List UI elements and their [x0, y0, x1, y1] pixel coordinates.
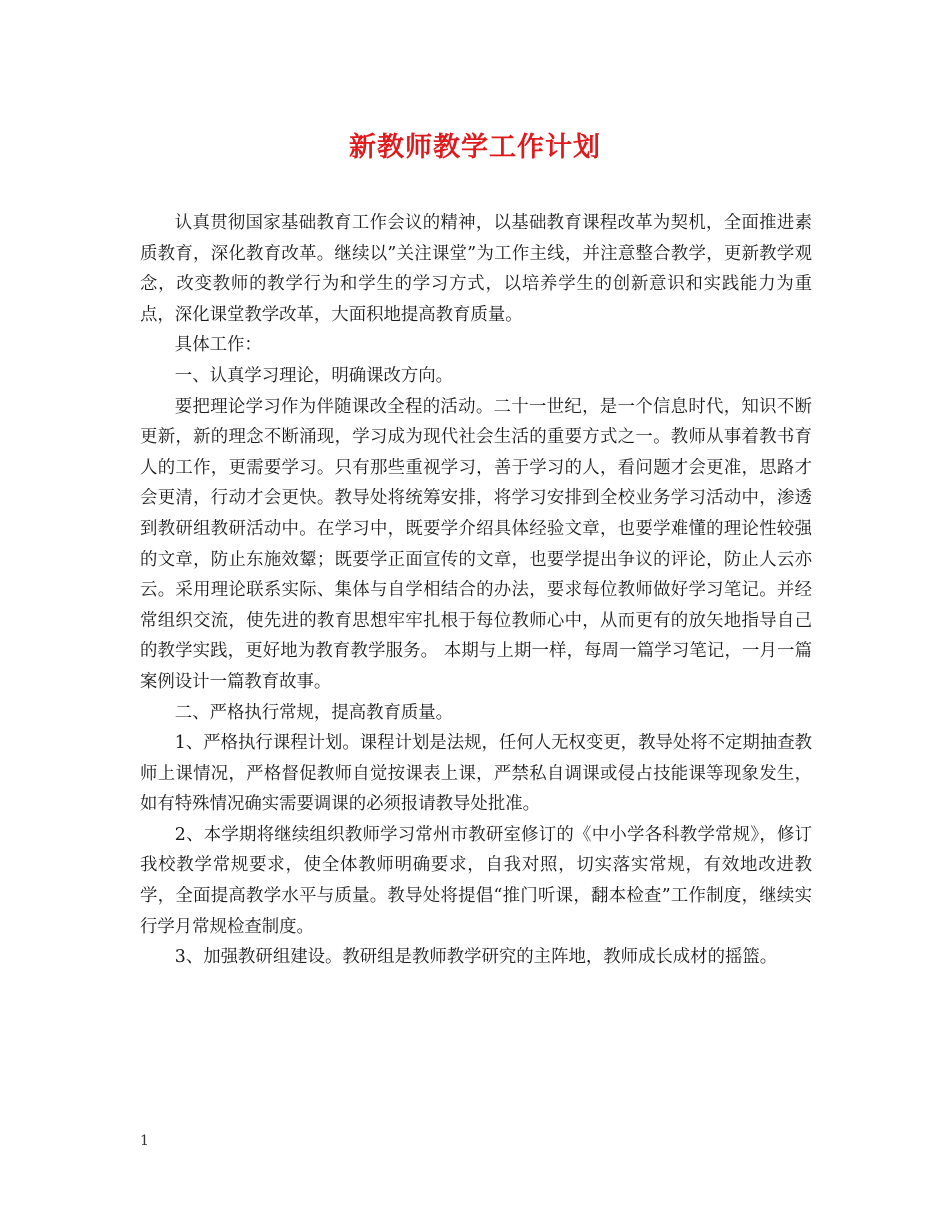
- section-heading-1: 一、认真学习理论，明确课改方向。: [174, 365, 454, 386]
- document-body: [140, 208, 812, 973]
- paragraph-item-2: 2、本学期将继续组织教师学习常州市教研室修订的《中小学各科教学常规》，修订我校教学常规要求，使全体教师明确要求，自我对照，切实落实常规，有效地改进教学，全面提高教学水平与质量。教导处将提倡“推门听课，翻本检查”工作制度，继续实行学月常规检查制度。: [140, 824, 812, 937]
- paragraph-specific-work: 具体工作：: [174, 335, 262, 356]
- paragraph-item-1: 1、严格执行课程计划。课程计划是法规，任何人无权变更，教导处将不定期抽查教师上课情况，严格督促教师自觉按课表上课，严禁私自调课或侵占技能课等现象发生，如有特殊情况确实需要调课的必须报请教导处批准。: [140, 733, 812, 815]
- document-title: 新教师教学工作计划: [349, 132, 601, 163]
- paragraph-item-3: 3、加强教研组建设。教研组是教师教学研究的主阵地，教师成长成材的摇篮。: [174, 947, 778, 968]
- page-number: 1: [140, 1133, 149, 1149]
- section-heading-2: 二、严格执行常规，提高教育质量。: [174, 702, 454, 723]
- paragraph-theory-study: 要把理论学习作为伴随课改全程的活动。二十一世纪，是一个信息时代，知识不断更新，新的理念不断涌现，学习成为现代社会生活的重要方式之一。教师从事着教书育人的工作，更需要学习。只有那些重视学习，善于学习的人，看问题才会更准，思路才会更清，行动才会更快。教导处将统筹安排，将学习安排到全校业务学习活动中，渗透到教研组教研活动中。在学习中，既要学介绍具体经验文章，也要学难懂的理论性较强的文章，防止东施效颦；既要学正面宣传的文章，也要学提出争议的评论，防止人云亦云。采用理论联系实际、集体与自学相结合的办法，要求每位教师做好学习笔记。并经常组织交流，使先进的教育思想牢牢扎根于每位教师心中，从而更有的放矢地指导自己的教学实践，更好地为教育教学服务。 本期与上期一样，每周一篇学习笔记，一月一篇案例设计一篇教育故事。: [140, 396, 812, 692]
- paragraph-intro: 认真贯彻国家基础教育工作会议的精神，以基础教育课程改革为契机，全面推进素质教育，深化教育改革。继续以”关注课堂”为工作主线，并注意整合教学，更新教学观念，改变教师的教学行为和学生的学习方式，以培养学生的创新意识和实践能力为重点，深化课堂教学改革，大面积地提高教育质量。: [140, 213, 812, 325]
